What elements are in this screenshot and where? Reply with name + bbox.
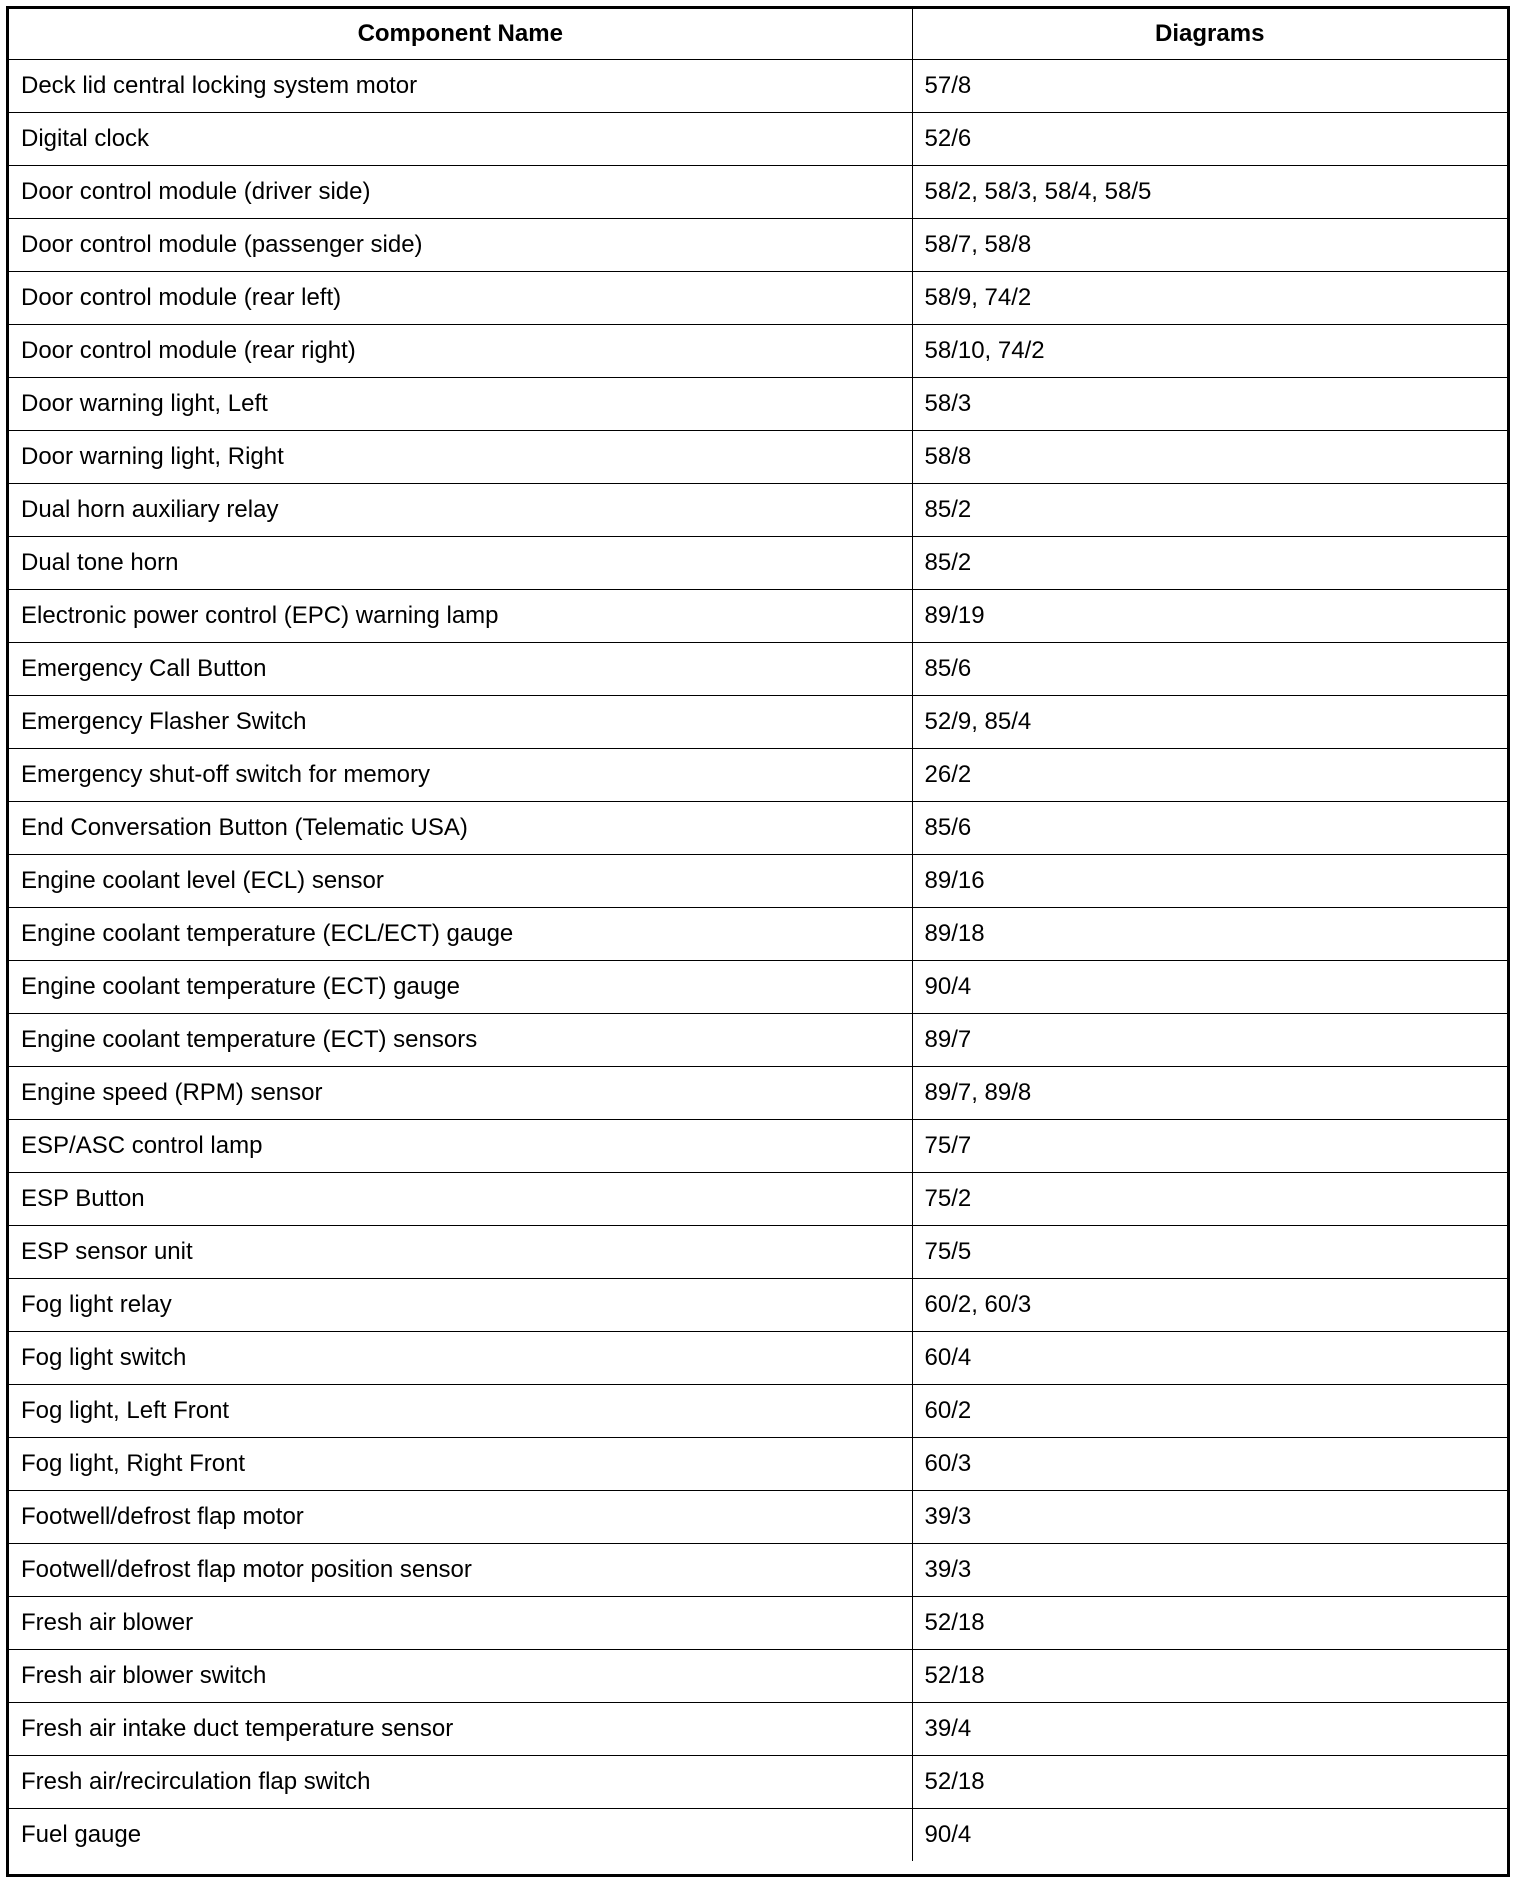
diagrams-cell: 89/7, 89/8 bbox=[912, 1067, 1507, 1120]
component-name-cell: Footwell/defrost flap motor position sensor bbox=[9, 1544, 912, 1597]
table-row bbox=[9, 1332, 1507, 1385]
component-name-cell: Door control module (passenger side) bbox=[9, 219, 912, 272]
table-row bbox=[9, 1438, 1507, 1491]
table-row bbox=[9, 1014, 1507, 1067]
component-diagram-table bbox=[9, 9, 1507, 1861]
table-row bbox=[9, 696, 1507, 749]
diagrams-cell: 90/4 bbox=[912, 961, 1507, 1014]
component-name-cell: End Conversation Button (Telematic USA) bbox=[9, 802, 912, 855]
component-name-cell: Fresh air/recirculation flap switch bbox=[9, 1756, 912, 1809]
table-row bbox=[9, 643, 1507, 696]
column-header-diagrams: Diagrams bbox=[912, 9, 1507, 60]
component-name-cell: Fresh air blower bbox=[9, 1597, 912, 1650]
component-name-cell: Door control module (rear left) bbox=[9, 272, 912, 325]
diagrams-cell: 60/2 bbox=[912, 1385, 1507, 1438]
diagrams-cell: 58/7, 58/8 bbox=[912, 219, 1507, 272]
table-header-row bbox=[9, 9, 1507, 60]
table-row bbox=[9, 1279, 1507, 1332]
diagrams-cell: 90/4 bbox=[912, 1809, 1507, 1862]
diagrams-cell: 58/3 bbox=[912, 378, 1507, 431]
component-index-sheet bbox=[6, 6, 1510, 1877]
table-row bbox=[9, 378, 1507, 431]
diagrams-cell: 58/9, 74/2 bbox=[912, 272, 1507, 325]
table-body bbox=[9, 60, 1507, 1862]
diagrams-cell: 89/7 bbox=[912, 1014, 1507, 1067]
diagrams-cell: 85/2 bbox=[912, 537, 1507, 590]
diagrams-cell: 60/4 bbox=[912, 1332, 1507, 1385]
table-row bbox=[9, 166, 1507, 219]
component-name-cell: Fog light, Right Front bbox=[9, 1438, 912, 1491]
table-row bbox=[9, 272, 1507, 325]
diagrams-cell: 52/18 bbox=[912, 1650, 1507, 1703]
diagrams-cell: 58/10, 74/2 bbox=[912, 325, 1507, 378]
diagrams-cell: 60/3 bbox=[912, 1438, 1507, 1491]
component-name-cell: ESP Button bbox=[9, 1173, 912, 1226]
table-row bbox=[9, 1650, 1507, 1703]
diagrams-cell: 39/4 bbox=[912, 1703, 1507, 1756]
table-row bbox=[9, 749, 1507, 802]
diagrams-cell: 52/18 bbox=[912, 1756, 1507, 1809]
table-row bbox=[9, 1703, 1507, 1756]
diagrams-cell: 52/9, 85/4 bbox=[912, 696, 1507, 749]
component-name-cell: Door control module (driver side) bbox=[9, 166, 912, 219]
table-row bbox=[9, 1544, 1507, 1597]
diagrams-cell: 75/7 bbox=[912, 1120, 1507, 1173]
diagrams-cell: 89/16 bbox=[912, 855, 1507, 908]
component-name-cell: Fog light relay bbox=[9, 1279, 912, 1332]
component-name-cell: Engine coolant temperature (ECT) sensors bbox=[9, 1014, 912, 1067]
diagrams-cell: 89/19 bbox=[912, 590, 1507, 643]
component-name-cell: Engine speed (RPM) sensor bbox=[9, 1067, 912, 1120]
table-row bbox=[9, 1756, 1507, 1809]
diagrams-cell: 58/8 bbox=[912, 431, 1507, 484]
diagrams-cell: 58/2, 58/3, 58/4, 58/5 bbox=[912, 166, 1507, 219]
table-row bbox=[9, 908, 1507, 961]
component-name-cell: Engine coolant level (ECL) sensor bbox=[9, 855, 912, 908]
table-row bbox=[9, 855, 1507, 908]
diagrams-cell: 85/2 bbox=[912, 484, 1507, 537]
diagrams-cell: 57/8 bbox=[912, 60, 1507, 113]
diagrams-cell: 39/3 bbox=[912, 1544, 1507, 1597]
component-name-cell: ESP/ASC control lamp bbox=[9, 1120, 912, 1173]
table-row bbox=[9, 1173, 1507, 1226]
diagrams-cell: 75/5 bbox=[912, 1226, 1507, 1279]
component-name-cell: Door warning light, Left bbox=[9, 378, 912, 431]
table-row bbox=[9, 1226, 1507, 1279]
table-row bbox=[9, 537, 1507, 590]
component-name-cell: Emergency Flasher Switch bbox=[9, 696, 912, 749]
table-row bbox=[9, 219, 1507, 272]
diagrams-cell: 60/2, 60/3 bbox=[912, 1279, 1507, 1332]
component-name-cell: Engine coolant temperature (ECL/ECT) gauge bbox=[9, 908, 912, 961]
component-name-cell: Door control module (rear right) bbox=[9, 325, 912, 378]
diagrams-cell: 89/18 bbox=[912, 908, 1507, 961]
table-row bbox=[9, 1491, 1507, 1544]
component-name-cell: Door warning light, Right bbox=[9, 431, 912, 484]
table-row bbox=[9, 590, 1507, 643]
table-row bbox=[9, 60, 1507, 113]
diagrams-cell: 39/3 bbox=[912, 1491, 1507, 1544]
component-name-cell: ESP sensor unit bbox=[9, 1226, 912, 1279]
table-row bbox=[9, 1067, 1507, 1120]
diagrams-cell: 52/18 bbox=[912, 1597, 1507, 1650]
component-name-cell: Fuel gauge bbox=[9, 1809, 912, 1862]
component-name-cell: Deck lid central locking system motor bbox=[9, 60, 912, 113]
table-row bbox=[9, 961, 1507, 1014]
component-name-cell: Fresh air intake duct temperature sensor bbox=[9, 1703, 912, 1756]
table-row bbox=[9, 325, 1507, 378]
table-row bbox=[9, 802, 1507, 855]
component-name-cell: Dual horn auxiliary relay bbox=[9, 484, 912, 537]
table-row bbox=[9, 431, 1507, 484]
component-name-cell: Electronic power control (EPC) warning lamp bbox=[9, 590, 912, 643]
component-name-cell: Emergency shut-off switch for memory bbox=[9, 749, 912, 802]
component-name-cell: Emergency Call Button bbox=[9, 643, 912, 696]
diagrams-cell: 85/6 bbox=[912, 643, 1507, 696]
component-name-cell: Fog light, Left Front bbox=[9, 1385, 912, 1438]
diagrams-cell: 26/2 bbox=[912, 749, 1507, 802]
component-name-cell: Digital clock bbox=[9, 113, 912, 166]
table-row bbox=[9, 1809, 1507, 1862]
component-name-cell: Engine coolant temperature (ECT) gauge bbox=[9, 961, 912, 1014]
component-name-cell: Dual tone horn bbox=[9, 537, 912, 590]
diagrams-cell: 85/6 bbox=[912, 802, 1507, 855]
column-header-component-name: Component Name bbox=[9, 9, 912, 60]
table-row bbox=[9, 1597, 1507, 1650]
diagrams-cell: 75/2 bbox=[912, 1173, 1507, 1226]
component-name-cell: Fog light switch bbox=[9, 1332, 912, 1385]
table-row bbox=[9, 484, 1507, 537]
table-row bbox=[9, 1385, 1507, 1438]
table-row bbox=[9, 1120, 1507, 1173]
component-name-cell: Fresh air blower switch bbox=[9, 1650, 912, 1703]
component-name-cell: Footwell/defrost flap motor bbox=[9, 1491, 912, 1544]
table-row bbox=[9, 113, 1507, 166]
diagrams-cell: 52/6 bbox=[912, 113, 1507, 166]
